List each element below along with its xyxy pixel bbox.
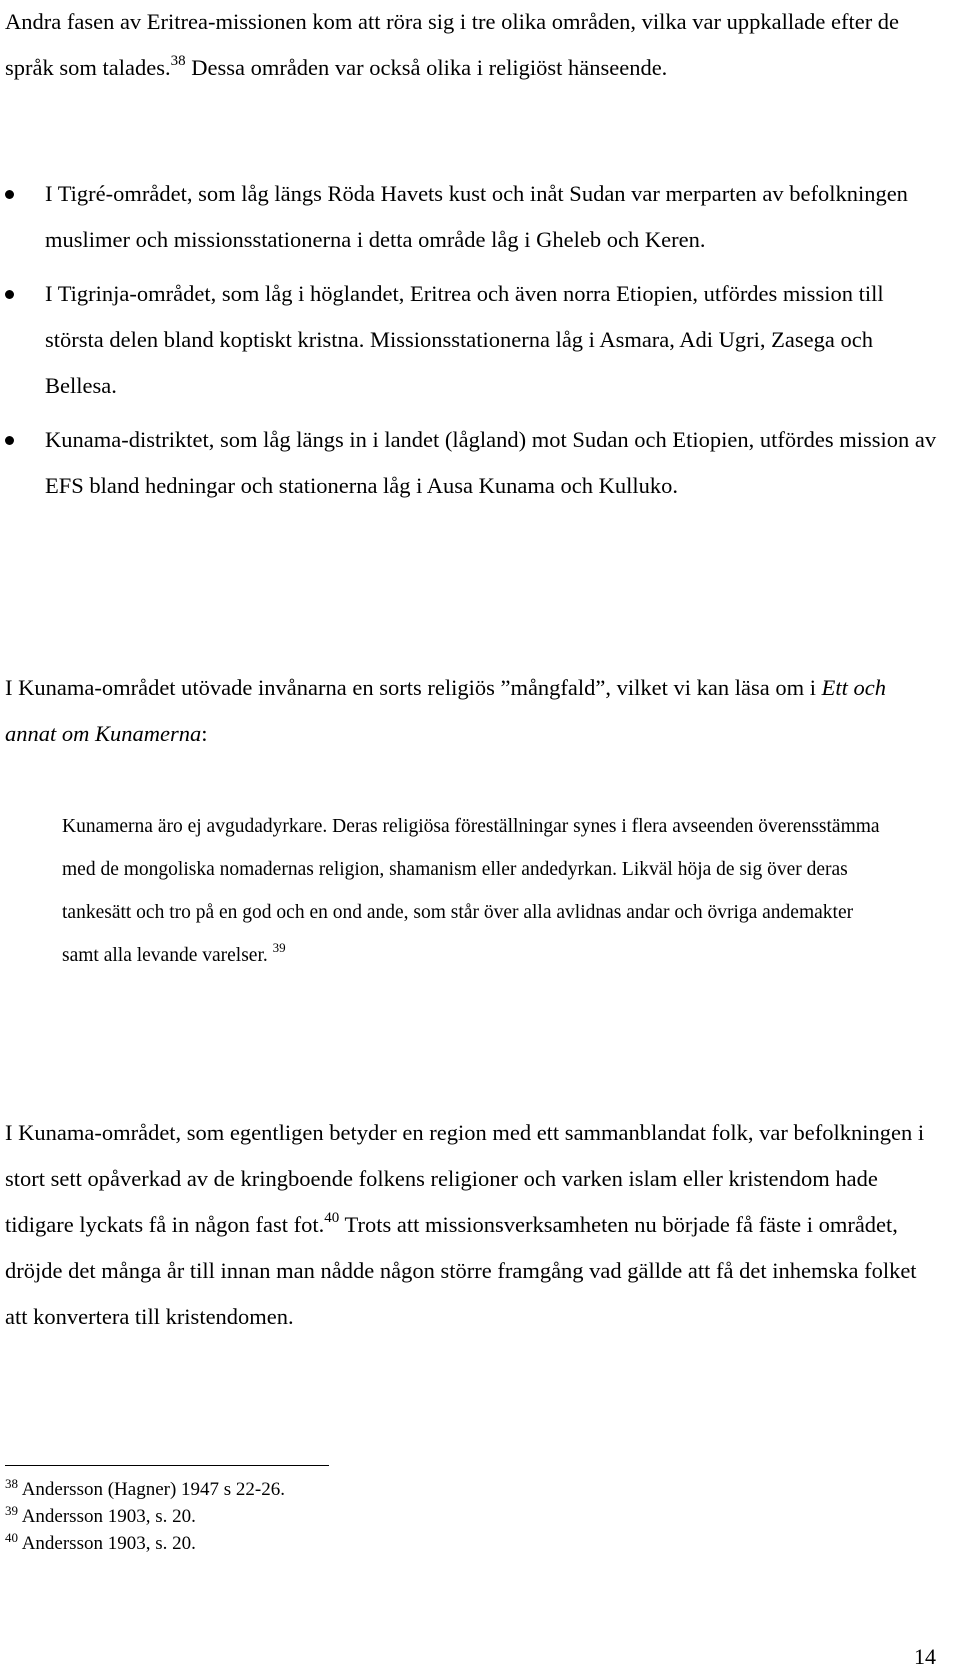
footnote-item [5,1530,605,1557]
footnote-text: Andersson 1903, s. 20. [21,1506,196,1527]
book-title: Ett och annat om Kunamerna [5,675,886,746]
mission-text: I Kunama-området, som egentligen betyder en region med ett sammanblandat folk, var befolkningen i stort sett opåverkad av de kringboende folkens religioner och varken islam eller kristendom hade tidigare lyckats få in någon fast fot. [5,1120,925,1237]
mission-text-continued: Trots att missionsverksamheten nu började få fäste i området, dröjde det många år till innan man nådde någon större framgång vad gällde att få det inhemska folket att konvertera till kristendomen. [5,1212,917,1329]
kunama-colon: : [201,721,208,746]
footnote-number: 39 [5,1503,18,1518]
footnote-number: 40 [5,1530,18,1545]
intro-text: Andra fasen av Eritrea-missionen kom att röra sig i tre olika områden, vilka var uppkallade efter de språk som talades. [5,9,900,80]
footnote-number: 38 [5,1476,18,1491]
page-number: 14 [914,1644,936,1669]
footnote-ref-40[interactable]: 40 [324,1210,340,1226]
quote-text: Kunamerna äro ej avgudadyrkare. Deras religiösa föreställningar synes i flera avseenden överensstämma med de mongoliska nomadernas religion, shamanism eller andedyrkan. Likväl höja de sig över deras tankesätt och tro på en god och en ond ande, som står över alla avlidnas andar och övriga andemakter samt alla levande varelser. [62,816,880,966]
list-item [0,171,940,263]
block-quote [62,805,882,977]
footnotes [5,1476,605,1557]
intro-paragraph [5,0,940,91]
footnote-text: Andersson 1903, s. 20. [21,1533,196,1554]
kunama-paragraph [5,665,940,757]
kunama-text: I Kunama-området utövade invånarna en sorts religiös ”mångfald”, vilket vi kan läsa om i [5,675,822,700]
bullet-icon [5,290,14,299]
footnote-item [5,1476,605,1503]
footnote-separator [5,1465,329,1466]
bullet-text: I Tigré-området, som låg längs Röda Havets kust och inåt Sudan var merparten av befolkningen muslimer och missionsstationerna i detta område låg i Gheleb och Keren. [45,181,908,252]
mission-paragraph [5,1110,940,1340]
footnote-text: Andersson (Hagner) 1947 s 22-26. [21,1479,286,1500]
bullet-text: I Tigrinja-området, som låg i höglandet, Eritrea och även norra Etiopien, utfördes mission till största delen bland koptiskt kristna. Missionsstationerna låg i Asmara, Adi Ugri, Zasega och Bellesa. [45,281,884,398]
bullet-icon [5,436,14,445]
bullet-icon [5,190,14,199]
footnote-ref-38[interactable]: 38 [170,53,186,69]
footnote-item [5,1503,605,1530]
region-bullet-list [0,171,940,517]
footnote-ref-39[interactable]: 39 [272,940,286,955]
list-item [0,271,940,409]
intro-text-continued: Dessa områden var också olika i religiöst hänseende. [185,55,668,80]
list-item [0,417,940,509]
bullet-text: Kunama-distriktet, som låg längs in i landet (lågland) mot Sudan och Etiopien, utfördes mission av EFS bland hedningar och stationerna låg i Ausa Kunama och Kulluko. [45,427,937,498]
